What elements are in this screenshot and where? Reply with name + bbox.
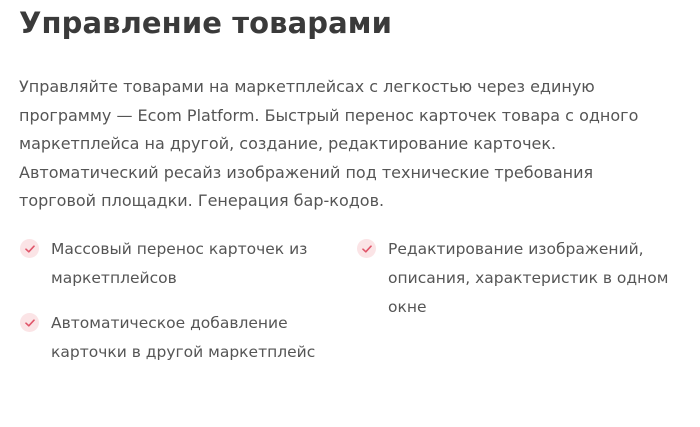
- description-line: программу — Ecom Platform. Быстрый перенос карточек товара с одного: [19, 105, 639, 125]
- check-icon: [20, 313, 39, 332]
- feature-line: маркетплейсов: [51, 269, 177, 287]
- feature-line: карточки в другой маркетплейс: [51, 343, 316, 361]
- feature-text: [388, 235, 668, 322]
- feature-line: Автоматическое добавление: [51, 314, 288, 332]
- feature-line: описания, характеристик в одном: [388, 269, 669, 287]
- feature-item-auto-add: [20, 309, 315, 367]
- feature-line: Массовый перенос карточек из: [51, 240, 308, 258]
- feature-item-editing: [357, 235, 668, 322]
- section-title: Управление товарами: [19, 6, 393, 40]
- check-icon: [20, 239, 39, 258]
- check-icon: [357, 239, 376, 258]
- description-line: маркетплейса на другой, создание, редактирование карточек.: [19, 134, 557, 153]
- feature-text: [51, 235, 307, 293]
- section-description: [19, 73, 659, 216]
- description-line: торговой площадки. Генерация бар-кодов.: [19, 191, 385, 210]
- description-line: Автоматический ресайз изображений под технические требования: [19, 162, 594, 182]
- feature-line: окне: [388, 298, 427, 316]
- feature-item-bulk-transfer: [20, 235, 307, 293]
- feature-text: [51, 309, 315, 367]
- description-line: Управляйте товарами на маркетплейсах с легкостью через единую: [19, 77, 595, 96]
- feature-line: Редактирование изображений,: [388, 240, 644, 258]
